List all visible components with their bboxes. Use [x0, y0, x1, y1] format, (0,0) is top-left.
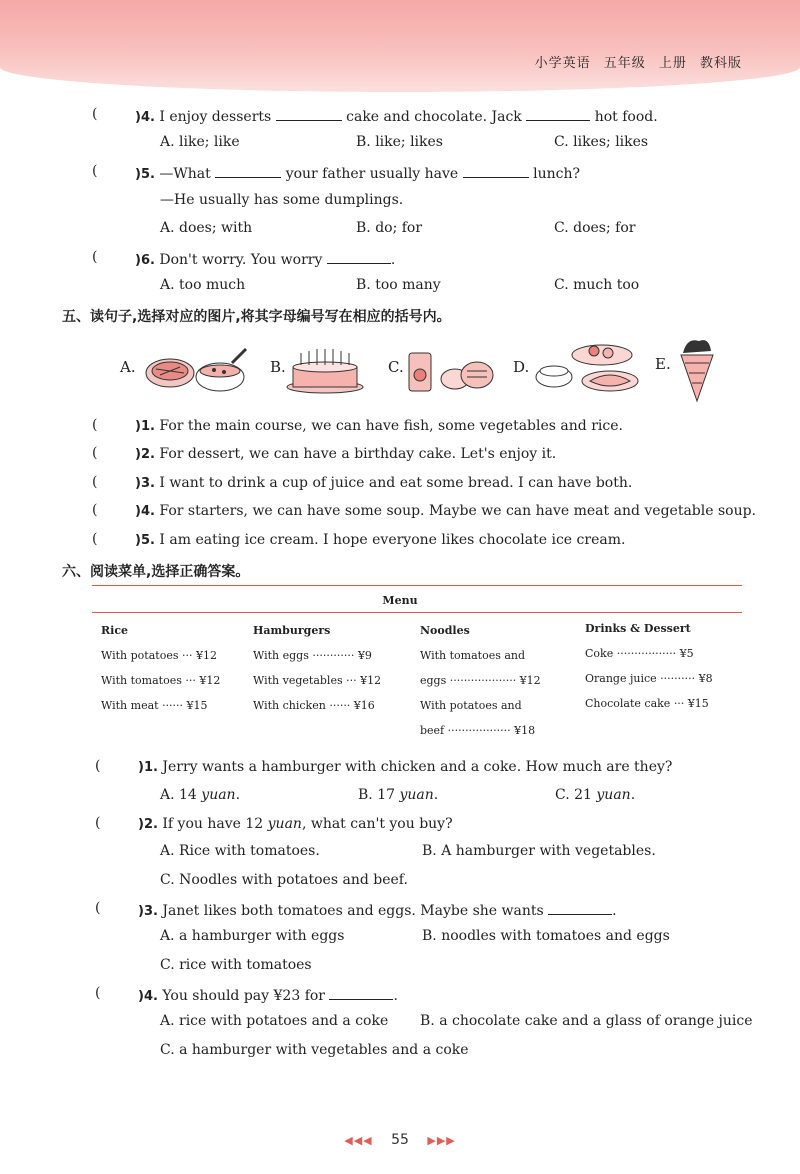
option-b: B. noodles with tomatoes and eggs — [422, 928, 670, 944]
option-b: B. do; for — [356, 220, 423, 236]
section-6-title: 六、阅读菜单,选择正确答案。 — [62, 564, 250, 580]
answer-paren: ( — [92, 474, 98, 490]
option-b: B. a chocolate cake and a glass of orange juice — [420, 1013, 753, 1029]
option-b: B. A hamburger with vegetables. — [422, 843, 656, 859]
option-a: A. too much — [160, 277, 246, 293]
menu-item: With potatoes ··· ¥12 — [101, 649, 217, 662]
menu-item: eggs ··················· ¥12 — [420, 674, 541, 687]
pic-label-d: D. — [513, 358, 530, 376]
menu-item: With meat ······ ¥15 — [101, 699, 208, 712]
option-c: C. a hamburger with vegetables and a coke — [160, 1042, 469, 1058]
question-5-answer-line: —He usually has some dumplings. — [160, 192, 404, 208]
menu-item: With chicken ······ ¥16 — [253, 699, 375, 712]
answer-paren: ( — [92, 163, 98, 179]
answer-blank[interactable] — [276, 106, 342, 121]
menu-head-noodles: Noodles — [420, 624, 470, 637]
menu-item: With tomatoes ··· ¥12 — [101, 674, 221, 687]
option-b: B. like; likes — [356, 134, 443, 150]
answer-paren: ( — [92, 531, 98, 547]
option-a: A. a hamburger with eggs — [160, 928, 345, 944]
sentence-3: )3. I want to drink a cup of juice and eat some bread. I can have both. — [135, 475, 633, 491]
book-label: 小学英语 五年级 上册 教科版 — [534, 56, 742, 71]
question-5: )5. —What your father usually have lunch? — [135, 163, 580, 184]
menu-question-3: )3. Janet likes both tomatoes and eggs. Maybe she wants . — [138, 900, 617, 921]
menu-item: With vegetables ··· ¥12 — [253, 674, 382, 687]
question-6: )6. Don't worry. You worry . — [135, 249, 395, 270]
option-c: C. much too — [554, 277, 640, 293]
answer-paren: ( — [95, 815, 101, 831]
menu-head-drinks: Drinks & Dessert — [585, 622, 691, 635]
option-c: C. Noodles with potatoes and beef. — [160, 872, 408, 888]
answer-paren: ( — [92, 249, 98, 265]
ice-cream-cone-picture — [675, 335, 717, 403]
menu-head-rice: Rice — [101, 624, 129, 637]
answer-blank[interactable] — [526, 106, 590, 121]
menu-item: Coke ················· ¥5 — [585, 647, 694, 660]
answer-blank[interactable] — [215, 163, 281, 178]
answer-blank[interactable] — [329, 985, 393, 1000]
menu-item: Chocolate cake ··· ¥15 — [585, 697, 709, 710]
option-c: C. 21 yuan. — [555, 787, 636, 803]
pic-label-e: E. — [655, 355, 671, 373]
menu-header-rule — [92, 612, 742, 613]
answer-paren: ( — [92, 106, 98, 122]
answer-paren: ( — [92, 417, 98, 433]
answer-paren: ( — [92, 502, 98, 518]
option-a: A. does; with — [160, 220, 253, 236]
pic-label-b: B. — [270, 358, 286, 376]
menu-item: With tomatoes and — [420, 649, 526, 662]
prev-arrows-icon: ◀◀◀ — [344, 1134, 373, 1147]
option-c: C. rice with tomatoes — [160, 957, 312, 973]
option-a: A. 14 yuan. — [160, 787, 241, 803]
menu-title: Menu — [382, 594, 418, 607]
menu-item: Orange juice ·········· ¥8 — [585, 672, 713, 685]
menu-top-rule — [92, 585, 742, 586]
header-band — [0, 0, 800, 92]
option-c: C. likes; likes — [554, 134, 649, 150]
option-a: A. Rice with tomatoes. — [160, 843, 320, 859]
question-4: )4. I enjoy desserts cake and chocolate. Jack hot food. — [135, 106, 658, 127]
option-c: C. does; for — [554, 220, 636, 236]
sentence-4: )4. For starters, we can have some soup. Maybe we can have meat and vegetable soup. — [135, 503, 757, 519]
option-b: B. 17 yuan. — [358, 787, 439, 803]
answer-paren: ( — [95, 758, 101, 774]
juice-and-bread-picture — [405, 345, 497, 395]
menu-question-2: )2. If you have 12 yuan, what can't you buy? — [138, 816, 453, 832]
option-a: A. like; like — [160, 134, 240, 150]
menu-question-1: )1. Jerry wants a hamburger with chicken and a coke. How much are they? — [138, 759, 673, 775]
section-5-title: 五、读句子,选择对应的图片,将其字母编号写在相应的括号内。 — [62, 309, 451, 325]
answer-blank[interactable] — [463, 163, 529, 178]
menu-item: beef ·················· ¥18 — [420, 724, 536, 737]
menu-item: With potatoes and — [420, 699, 522, 712]
pic-label-a: A. — [120, 358, 136, 376]
fish-vegetables-rice-picture — [532, 335, 642, 397]
sentence-5: )5. I am eating ice cream. I hope everyone likes chocolate ice cream. — [135, 532, 626, 548]
option-a: A. rice with potatoes and a coke — [160, 1013, 389, 1029]
menu-head-hamburgers: Hamburgers — [253, 624, 331, 637]
answer-paren: ( — [92, 445, 98, 461]
answer-paren: ( — [95, 900, 101, 916]
page-footer — [0, 1132, 800, 1148]
answer-blank[interactable] — [327, 249, 391, 264]
sentence-2: )2. For dessert, we can have a birthday cake. Let's enjoy it. — [135, 446, 557, 462]
page-number: 55 — [391, 1132, 409, 1148]
answer-blank[interactable] — [548, 900, 612, 915]
steak-and-soup-picture — [140, 345, 252, 395]
option-b: B. too many — [356, 277, 441, 293]
menu-item: With eggs ············ ¥9 — [253, 649, 372, 662]
next-arrows-icon: ▶▶▶ — [427, 1134, 456, 1147]
birthday-cake-picture — [285, 345, 365, 395]
menu-question-4: )4. You should pay ¥23 for . — [138, 985, 398, 1006]
answer-paren: ( — [95, 985, 101, 1001]
sentence-1: )1. For the main course, we can have fish, some vegetables and rice. — [135, 418, 623, 434]
pic-label-c: C. — [388, 358, 404, 376]
